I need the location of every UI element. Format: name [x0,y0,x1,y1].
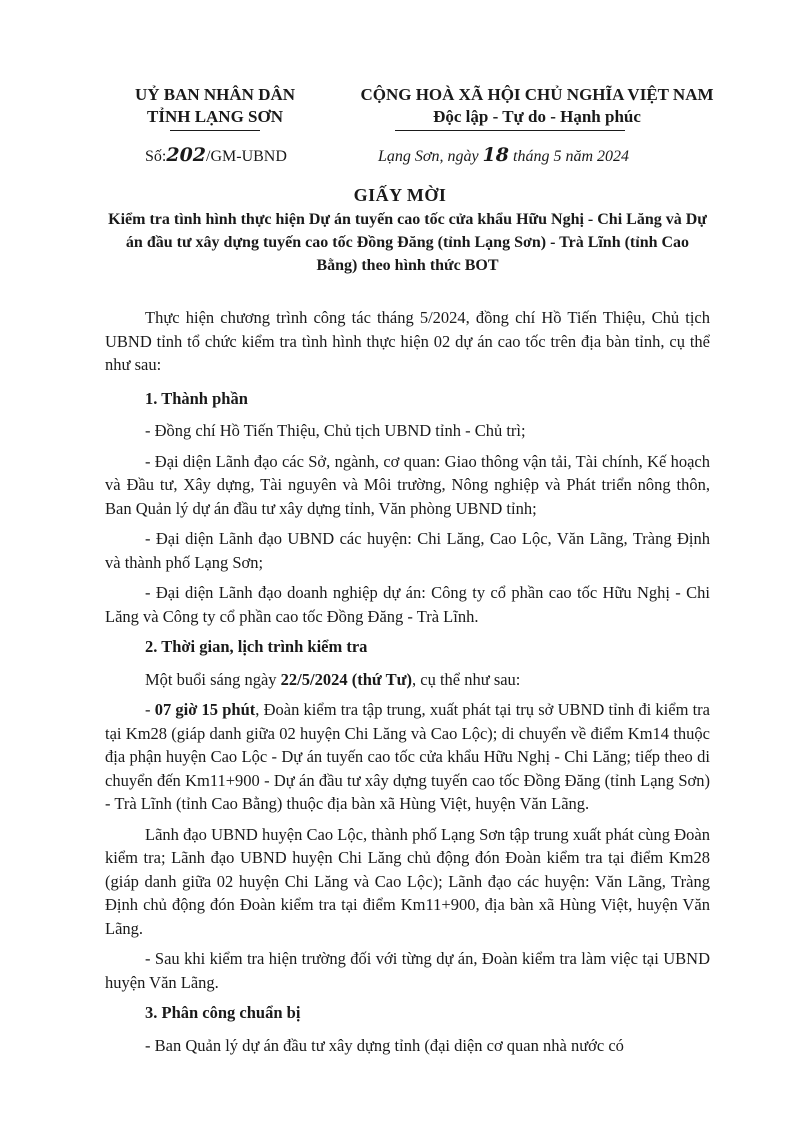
text-run: , cụ thể như sau: [412,669,521,689]
section-2-heading: 2. Thời gian, lịch trình kiểm tra [145,637,368,656]
section-2-paragraph: Lãnh đạo UBND huyện Cao Lộc, thành phố Lạng Sơn tập trung xuất phát cùng Đoàn kiểm tra; Lãnh đạo UBND huyện Chi Lăng chủ động đón Đoàn kiểm tra tại điểm Km28 (giáp danh giữa 02 huyện Chi Lăng và Cao Lộc); Lãnh đạo các huyện: Văn Lãng, Tràng Định chủ động đón Đoàn kiểm tra tại điểm Km11+900, địa bàn xã Hùng Việt, huyện Văn Lãng. [105,824,710,938]
issuing-authority-line2: TỈNH LẠNG SƠN [146,107,284,126]
section-1-heading: 1. Thành phần [145,388,248,408]
text-run: Một buổi sáng ngày [145,669,281,689]
section-2-itinerary [105,698,710,816]
document-date [378,144,629,166]
issuing-authority [120,84,310,128]
national-title-line1: CỘNG HOÀ XÃ HỘI CHỦ NGHĨA VIỆT NAM [360,85,714,104]
issuing-authority-line1: UỶ BAN NHÂN DÂN [134,85,296,104]
section-2-paragraph: - Sau khi kiểm tra hiện trường đối với từng dự án, Đoàn kiểm tra làm việc tại UBND huyện Văn Lãng. [105,949,710,992]
section-1-item: - Đại diện Lãnh đạo các Sở, ngành, cơ quan: Giao thông vận tải, Tài chính, Kế hoạch và Đầu tư, Xây dựng, Tài nguyên và Môi trường, Nông nghiệp và Phát triển nông thôn, Ban Quản lý dự án đầu tư xây dựng tỉnh, Văn phòng UBND tỉnh; [105,451,710,518]
document-title: GIẤY MỜI [353,185,447,205]
section-2-schedule-date [105,668,710,692]
intro-paragraph: Thực hiện chương trình công tác tháng 5/2024, đồng chí Hồ Tiến Thiệu, Chủ tịch UBND tỉnh tổ chức kiểm tra tình hình thực hiện 02 dự án cao tốc trên địa bàn tỉnh, cụ thể như sau: [105,308,710,374]
section-1-item: - Đồng chí Hồ Tiến Thiệu, Chủ tịch UBND tỉnh - Chủ trì; [145,421,526,440]
date-day: 18 [482,144,509,166]
document-subtitle: Kiểm tra tình hình thực hiện Dự án tuyến cao tốc cửa khẩu Hữu Nghị - Chi Lăng và Dự án đầu tư xây dựng tuyến cao tốc Đồng Đăng (tỉnh Lạng Sơn) - Trà Lĩnh (tỉnh Cao Bằng) theo hình thức BOT [108,211,707,274]
text-run: , Đoàn kiểm tra tập trung, xuất phát tại trụ sở UBND tỉnh đi kiểm tra tại Km28 (giáp danh giữa 02 huyện Chi Lăng và Cao Lộc); di chuyển về điểm Km14 thuộc địa phận huyện Cao Lộc - Dự án tuyến cao tốc cửa khẩu Hữu Nghị - Chi Lăng; tiếp theo di chuyển đến Km11+900 - Dự án đầu tư xây dựng tuyến cao tốc Đồng Đăng (tỉnh Lạng Sơn) - Trà Lĩnh (tỉnh Cao Bằng) thuộc địa bàn xã Hùng Việt, huyện Văn Lãng. [105,700,710,813]
ref-suffix: /GM-UBND [206,148,287,165]
section-3-heading: 3. Phân công chuẩn bị [145,1003,301,1022]
national-motto: Độc lập - Tự do - Hạnh phúc [433,107,641,126]
authority-underline [170,130,260,131]
document-reference-number [145,144,287,166]
text-run: - [145,700,155,719]
date-prefix: Lạng Sơn, ngày [378,148,483,165]
schedule-date: 22/5/2024 (thứ Tư) [280,669,413,689]
motto-underline [395,130,625,131]
ref-prefix: Số: [145,148,167,165]
document-body [105,306,710,1064]
ref-number: 202 [166,144,207,166]
national-title [322,84,752,128]
date-suffix: tháng 5 năm 2024 [509,148,629,165]
section-1-item: - Đại diện Lãnh đạo UBND các huyện: Chi Lăng, Cao Lộc, Văn Lãng, Tràng Định và thành phố Lạng Sơn; [105,529,710,572]
schedule-time: 07 giờ 15 phút [154,700,256,719]
section-1-item: - Đại diện Lãnh đạo doanh nghiệp dự án: Công ty cổ phần cao tốc Hữu Nghị - Chi Lăng và Công ty cổ phần cao tốc Đồng Đăng - Trà Lĩnh. [105,583,710,626]
section-3-item: - Ban Quản lý dự án đầu tư xây dựng tỉnh (đại diện cơ quan nhà nước có [145,1035,624,1055]
